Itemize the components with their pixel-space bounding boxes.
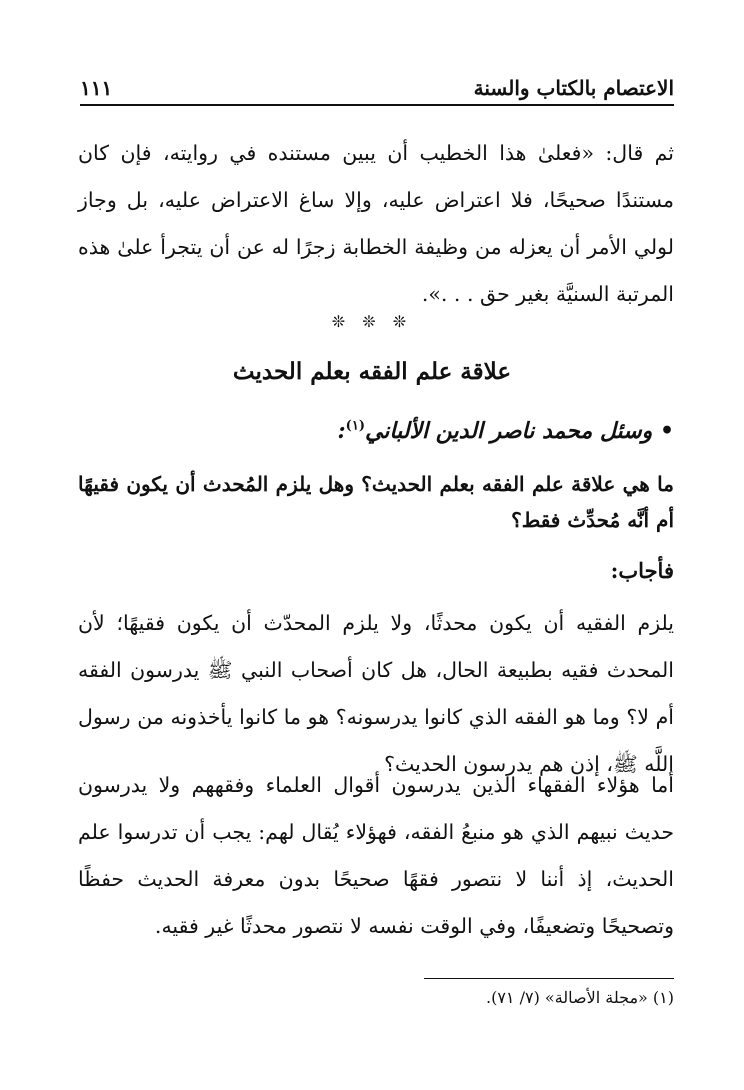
question-intro: [80, 418, 674, 444]
paragraph-quote: ثم قال: «فعلىٰ هذا الخطيب أن يبين مستنده في روايته، فإن كان مستندًا صحيحًا، فلا اعتراض عليه، وإلا ساغ الاعتراض عليه، بل وجاز لولي الأمر أن يعزله من وظيفة الخطابة زجرًا له عن أن يتجرأ علىٰ هذه المرتبة السنيَّة بغير حق . . .».: [78, 141, 674, 306]
bullet-icon: •: [659, 418, 674, 444]
answer-paragraph-2: أما هؤلاء الفقهاء الذين يدرسون أقوال العلماء وفقههم ولا يدرسون حديث نبيهم الذي هو منبعُ الفقه، فهؤلاء يُقال لهم: يجب أن تدرسوا علم الحديث، إذ أننا لا نتصور فقهًا صحيحًا بدون معرفة الحديث حفظًا وتصحيحًا وتضعيفًا، وفي الوقت نفسه لا نتصور محدثًا غير فقيه.: [78, 773, 674, 938]
answer-paragraph-1: يلزم الفقيه أن يكون محدثًا، ولا يلزم المحدّث أن يكون فقيهًا؛ لأن المحدث فقيه بطبيعة الحال، هل كان أصحاب النبي ﷺ يدرسون الفقه أم لا؟ وما هو الفقه الذي كانوا يدرسونه؟ هو ما كانوا يأخذونه من رسول اللَّه ﷺ، إذن هم يدرسون الحديث؟: [78, 611, 674, 776]
question-intro-text: وسئل محمد ناصر الدين الألباني: [364, 418, 653, 444]
section-separator: ❊ ❊ ❊: [331, 312, 413, 331]
footnote-divider: [424, 978, 674, 979]
section-heading: علاقة علم الفقه بعلم الحديث: [232, 358, 512, 385]
running-header: [80, 66, 674, 106]
page-number: ١١١: [80, 76, 113, 100]
answer-label: فأجاب:: [610, 558, 674, 583]
question-intro-colon: :: [337, 418, 346, 444]
footnote-text: (١) «مجلة الأصالة» (٧/ ٧١).: [485, 988, 674, 1007]
footnote-reference: (١): [345, 418, 365, 434]
running-title: الاعتصام بالكتاب والسنة: [473, 76, 674, 100]
question-text: ما هي علاقة علم الفقه بعلم الحديث؟ وهل يلزم المُحدث أن يكون فقيهًا أم أنَّه مُحدِّث فقط؟: [78, 472, 674, 532]
